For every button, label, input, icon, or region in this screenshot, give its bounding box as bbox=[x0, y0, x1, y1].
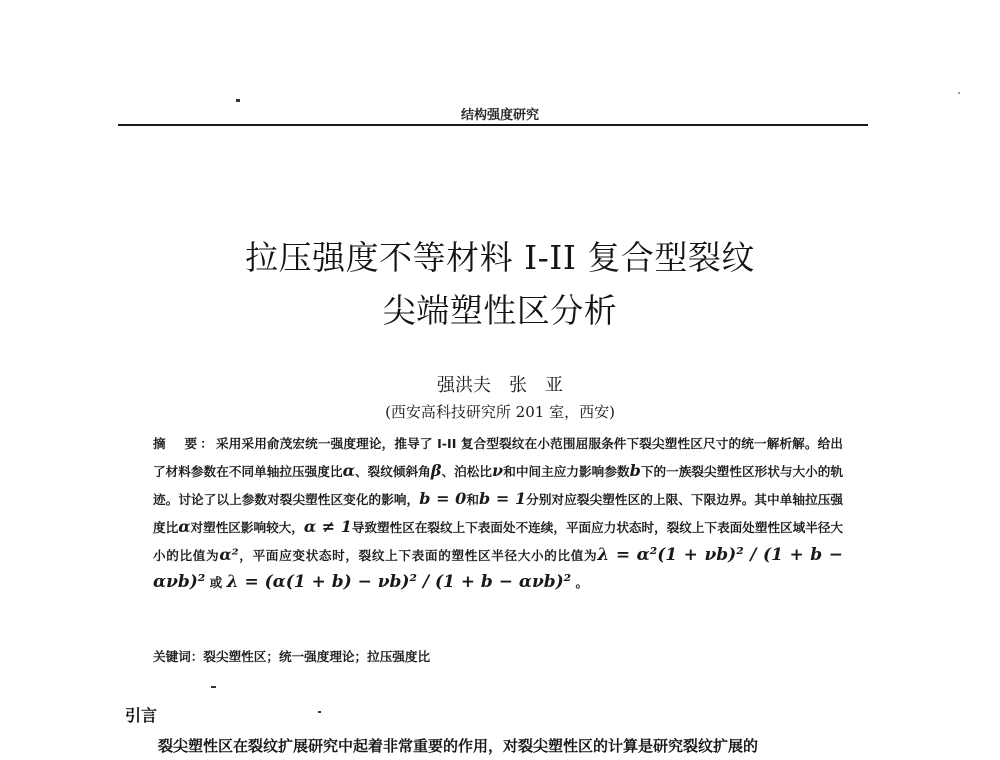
equation-b-equals-1: b = 1 bbox=[479, 489, 527, 508]
formula-lambda-1: λ = α²(1 + νb)² / (1 + b − ανb)² bbox=[153, 545, 844, 592]
scan-speck bbox=[958, 92, 960, 94]
abstract-text: 对塑性区影响较大， bbox=[190, 520, 304, 535]
scan-speck bbox=[211, 686, 216, 688]
equation-alpha-squared: α² bbox=[219, 545, 239, 564]
abstract-text: ，平面应变状态时，裂纹上下表面的塑性区半径大小的比值为 bbox=[238, 548, 598, 563]
abstract-text: 分别对应裂尖塑性区的上限、下限边界。其中单轴拉压强度比 bbox=[153, 492, 844, 535]
equation-b-equals-0: b = 0 bbox=[419, 489, 467, 508]
abstract-text: 导致塑性区在裂纹上下表面处不连续，平面应力状态时，裂纹上下表面处塑性区域半径大小的比值为 bbox=[153, 520, 843, 563]
symbol-alpha: α bbox=[178, 517, 191, 536]
paper-authors: 强洪夫 张 亚 bbox=[437, 375, 563, 396]
keywords-list: 裂尖塑性区；统一强度理论；拉压强度比 bbox=[203, 649, 431, 664]
symbol-nu: ν bbox=[492, 461, 504, 480]
abstract-text: 、泊松比 bbox=[441, 464, 493, 479]
symbol-beta: β bbox=[430, 461, 442, 480]
formula-lambda-2: λ = (α(1 + b) − νb)² / (1 + b − ανb)² bbox=[226, 572, 572, 592]
abstract-text: 下的一族裂尖塑性区形状与大小的轨迹。讨论了以上参数对裂尖塑性区变化的影响， bbox=[153, 464, 844, 507]
abstract-text: 或 bbox=[209, 575, 223, 590]
scan-speck bbox=[318, 711, 321, 713]
keywords-label: 关键词： bbox=[153, 649, 204, 664]
abstract-text: 。 bbox=[575, 575, 589, 590]
scan-speck bbox=[236, 99, 240, 102]
abstract bbox=[153, 430, 843, 596]
abstract-label: 摘 要： bbox=[153, 436, 216, 451]
abstract-text: 和 bbox=[466, 492, 480, 507]
symbol-b: b bbox=[629, 461, 641, 480]
keywords bbox=[153, 646, 843, 665]
header-rule bbox=[118, 124, 868, 126]
journal-section-header: 结构强度研究 bbox=[460, 108, 539, 123]
paper-affiliation: (西安高科技研究所 201 室，西安) bbox=[385, 403, 615, 421]
equation-alpha-not-1: α ≠ 1 bbox=[303, 517, 352, 536]
abstract-text: 、裂纹倾斜角 bbox=[354, 464, 431, 479]
abstract-text: 和中间主应力影响参数 bbox=[503, 464, 630, 479]
section-heading-introduction: 引言 bbox=[125, 706, 158, 725]
abstract-text: 采用采用俞茂宏统一强度理论，推导了 I-II 复合型裂纹在小范围屈服条件下裂尖塑性区尺寸的统一解析解。给出了材料参数在不同单轴拉压强度比 bbox=[153, 436, 843, 479]
intro-paragraph-line: 裂尖塑性区在裂纹扩展研究中起着非常重要的作用，对裂尖塑性区的计算是研究裂纹扩展的 bbox=[158, 737, 759, 755]
symbol-alpha: α bbox=[342, 461, 355, 480]
paper-title-line-2: 尖端塑性区分析 bbox=[382, 291, 618, 330]
paper-title-line-1: 拉压强度不等材料 I-II 复合型裂纹 bbox=[245, 238, 755, 277]
